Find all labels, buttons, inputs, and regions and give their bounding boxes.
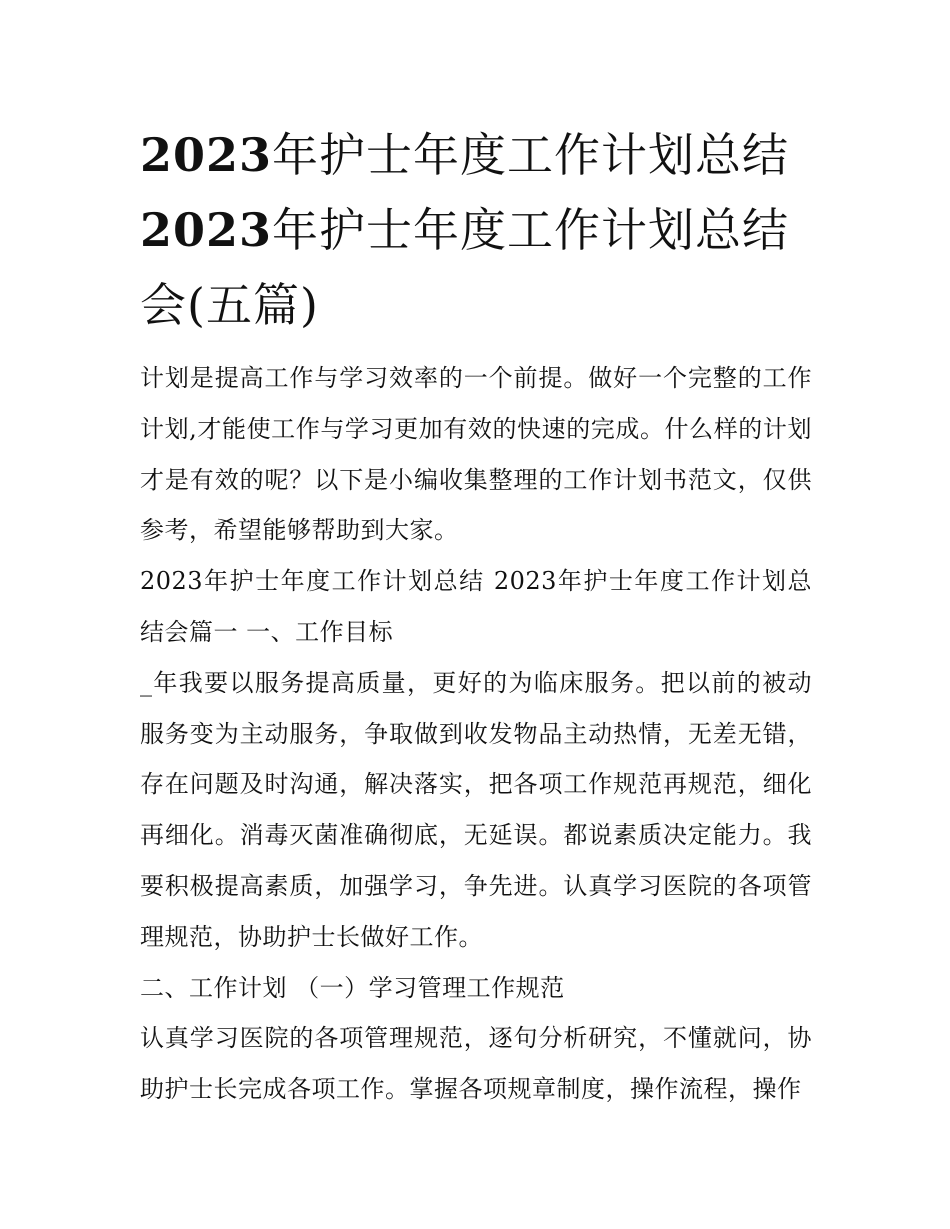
plan-heading-paragraph: 二、工作计划 （一）学习管理工作规范 xyxy=(140,973,565,1002)
title-line-2 xyxy=(140,203,789,257)
title-text-2: 年护士年度工作计划总结 xyxy=(272,203,790,257)
document-title xyxy=(140,118,812,343)
plan-body-paragraph: 认真学习医院的各项管理规范，逐句分析研究，不懂就问，协助护士长完成各项工作。掌握各项规章制度，操作流程，操作 xyxy=(140,1024,812,1104)
intro-paragraph: 计划是提高工作与学习效率的一个前提。做好一个完整的工作计划,才能使工作与学习更加有效的快速的完成。什么样的计划才是有效的呢？以下是小编收集整理的工作计划书范文，仅供参考，希望能够帮助到大家。 xyxy=(140,364,812,545)
title-line-1 xyxy=(140,128,789,182)
title-line-3: 会(五篇) xyxy=(140,278,319,332)
title-year-2: 2023 xyxy=(140,203,273,257)
document-page xyxy=(140,118,812,1115)
title-year-1: 2023 xyxy=(140,128,273,182)
goal-paragraph: _年我要以服务提高质量，更好的为临床服务。把以前的被动服务变为主动服务，争取做到收发物品主动热情，无差无错，存在问题及时沟通，解决落实，把各项工作规范再规范，细化再细化。消毒灭菌准确彻底，无延误。都说素质决定能力。我要积极提高素质，加强学习，争先进。认真学习医院的各项管理规范，协助护士长做好工作。 xyxy=(140,668,812,951)
section-heading-paragraph: 2023年护士年度工作计划总结 2023年护士年度工作计划总结会篇一 一、工作目标 xyxy=(140,567,812,646)
title-text-1: 年护士年度工作计划总结 xyxy=(272,128,790,182)
